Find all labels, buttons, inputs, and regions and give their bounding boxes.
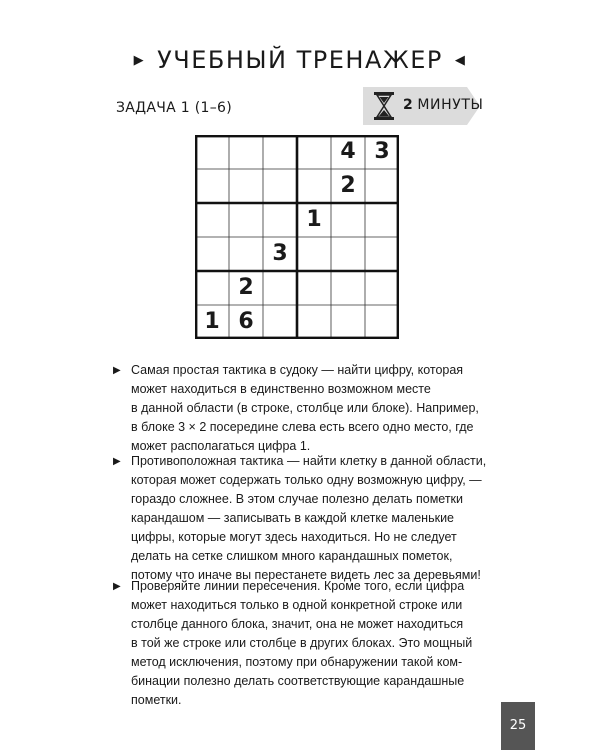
sudoku-cell-given: 4 [340,139,356,164]
tip-3-line-1: Проверяйте линии пересечения. Кроме того, если цифра [131,579,465,593]
sudoku-cell-given: 1 [306,207,322,232]
tip-2-line-1: Противоположная тактика — найти клетку в данной области, [131,454,487,468]
bullet-icon: ▶ [113,365,121,376]
sudoku-cell-given: 2 [340,173,356,198]
sudoku-cell-given: 2 [238,275,254,300]
page-number: 25 [501,702,535,750]
tip-3-line-7: пометки. [131,693,182,707]
bullet-icon: ▶ [113,456,121,467]
triangle-right-icon: ▶ [133,53,146,68]
tip-3-line-4: в той же строке или столбце в других блоках. Это мощный [131,636,473,650]
triangle-left-icon: ◀ [454,53,467,68]
sudoku-cell-given: 1 [204,309,220,334]
tip-3-line-2: может находиться только в одной конкретной строке или [131,598,463,612]
page-title [0,46,600,74]
timer-minutes: 2 [403,97,414,113]
hourglass-icon [373,92,395,120]
tip-3-line-5: метод исключения, поэтому при обнаружении такой ком- [131,655,463,669]
tip-2-line-5: цифры, которые могут здесь находиться. Но не следует [131,530,457,544]
tip-1-line-2: может находиться в единственно возможном месте [131,382,431,396]
tip-2-line-4: карандашом — записывать в каждой клетке маленькие [131,511,455,525]
tip-paragraph-1 [131,361,493,456]
tip-2-line-7: потому что иначе вы перестанете видеть лес за деревьями! [131,568,481,582]
task-label: ЗАДАЧА 1 (1–6) [116,100,232,116]
page-title-text: УЧЕБНЫЙ ТРЕНАЖЕР [157,46,443,74]
tip-1-line-4: в блоке 3 × 2 посередине слева есть всего одно место, где [131,420,474,434]
tip-paragraph-2 [131,452,493,585]
tip-1-line-5: может располагаться цифра 1. [131,439,311,453]
timer-badge [363,87,484,125]
tip-3-line-3: столбце данного блока, значит, она не может находиться [131,617,464,631]
tip-1-line-1: Самая простая тактика в судоку — найти цифру, которая [131,363,464,377]
bullet-icon: ▶ [113,581,121,592]
sudoku-cell-given: 3 [272,241,288,266]
tip-2-line-6: делать на сетке слишком много карандашных пометок, [131,549,453,563]
tip-2-line-3: гораздо сложнее. В этом случае полезно делать пометки [131,492,464,506]
tip-3-line-6: бинации полезно делать соответствующие карандашные [131,674,465,688]
timer-unit: МИНУТЫ [417,97,484,113]
tip-1-line-3: в данной области (в строке, столбце или блоке). Например, [131,401,479,415]
tip-2-line-2: которая может содержать только одну возможную цифру, — [131,473,482,487]
sudoku-cell-given: 3 [374,139,390,164]
sudoku-cell-given: 6 [238,309,254,334]
timer-label [403,97,483,113]
tip-paragraph-3 [131,577,493,710]
